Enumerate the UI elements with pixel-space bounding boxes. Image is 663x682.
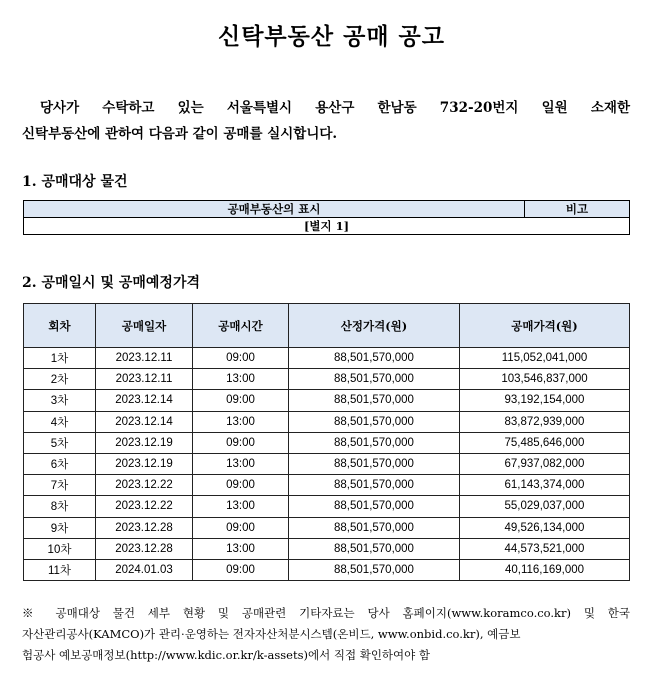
remarks-header: 비고 [525,201,630,218]
round-cell: 6차 [24,453,96,474]
auction-price-cell: 103,546,837,000 [460,369,630,390]
auction-price-cell: 44,573,521,000 [460,538,630,559]
appraised-price-cell: 88,501,570,000 [289,453,460,474]
round-cell: 3차 [24,390,96,411]
section-2-heading: 2. 공매일시 및 공매예정가격 [22,275,201,291]
time-cell: 09:00 [193,390,289,411]
auction-price-cell: 93,192,154,000 [460,390,630,411]
date-cell: 2023.12.28 [96,538,193,559]
appraised-price-header: 산정가격(원) [289,304,460,348]
time-header: 공매시간 [193,304,289,348]
property-table [23,200,630,235]
intro-line-2: 신탁부동산에 관하여 다음과 같이 공매를 실시합니다. [22,126,338,142]
appraised-price-cell: 88,501,570,000 [289,496,460,517]
date-cell: 2023.12.11 [96,369,193,390]
round-cell: 9차 [24,517,96,538]
table-row [24,369,630,390]
round-cell: 7차 [24,475,96,496]
auction-price-header: 공매가격(원) [460,304,630,348]
auction-price-cell: 40,116,169,000 [460,559,630,580]
date-cell: 2023.12.22 [96,475,193,496]
table-row [24,517,630,538]
footnote [22,603,630,666]
date-cell: 2023.12.19 [96,453,193,474]
round-header: 회차 [24,304,96,348]
time-cell: 13:00 [193,538,289,559]
appraised-price-cell: 88,501,570,000 [289,559,460,580]
property-description-header: 공매부동산의 표시 [24,201,525,218]
round-cell: 10차 [24,538,96,559]
time-cell: 13:00 [193,369,289,390]
appraised-price-cell: 88,501,570,000 [289,517,460,538]
schedule-header-row [24,304,630,348]
date-cell: 2023.12.22 [96,496,193,517]
table-row [24,432,630,453]
auction-price-cell: 67,937,082,000 [460,453,630,474]
round-cell: 8차 [24,496,96,517]
round-cell: 2차 [24,369,96,390]
appraised-price-cell: 88,501,570,000 [289,369,460,390]
table-row [24,411,630,432]
auction-price-cell: 61,143,374,000 [460,475,630,496]
table-row [24,496,630,517]
appraised-price-cell: 88,501,570,000 [289,348,460,369]
footnote-line-1: ※ 공매대상 물건 세부 현황 및 공매관련 기타자료는 당사 홈페이지(www.koramco.co.kr) 및 한국 [22,606,630,620]
appraised-price-cell: 88,501,570,000 [289,432,460,453]
appraised-price-cell: 88,501,570,000 [289,411,460,432]
auction-price-cell: 83,872,939,000 [460,411,630,432]
auction-price-cell: 75,485,646,000 [460,432,630,453]
round-cell: 5차 [24,432,96,453]
table-row [24,538,630,559]
footnote-line-2: 자산관리공사(KAMCO)가 관리·운영하는 전자자산처분시스템(온비드, www.onbid.co.kr), 예금보 [22,627,521,641]
date-cell: 2024.01.03 [96,559,193,580]
auction-price-cell: 49,526,134,000 [460,517,630,538]
date-cell: 2023.12.14 [96,390,193,411]
date-cell: 2023.12.11 [96,348,193,369]
intro-paragraph [22,95,630,147]
date-header: 공매일자 [96,304,193,348]
auction-price-cell: 115,052,041,000 [460,348,630,369]
appraised-price-cell: 88,501,570,000 [289,390,460,411]
intro-line-1: 당사가 수탁하고 있는 서울특별시 용산구 한남동 732-20번지 일원 소재한 [40,100,630,116]
property-table-row [24,218,630,235]
time-cell: 09:00 [193,517,289,538]
section-1-heading: 1. 공매대상 물건 [22,174,128,190]
time-cell: 09:00 [193,432,289,453]
time-cell: 09:00 [193,475,289,496]
table-row [24,453,630,474]
round-cell: 4차 [24,411,96,432]
date-cell: 2023.12.28 [96,517,193,538]
property-table-header-row [24,201,630,218]
time-cell: 13:00 [193,411,289,432]
property-description-value: [별지 1] [24,218,630,235]
page-title: 신탁부동산 공매 공고 [218,23,445,50]
time-cell: 09:00 [193,559,289,580]
table-row [24,348,630,369]
time-cell: 09:00 [193,348,289,369]
round-cell: 11차 [24,559,96,580]
date-cell: 2023.12.14 [96,411,193,432]
time-cell: 13:00 [193,496,289,517]
table-row [24,390,630,411]
round-cell: 1차 [24,348,96,369]
date-cell: 2023.12.19 [96,432,193,453]
time-cell: 13:00 [193,453,289,474]
table-row [24,475,630,496]
footnote-line-3: 험공사 예보공매정보(http://www.kdic.or.kr/k-assets)에서 직접 확인하여야 함 [22,648,431,662]
table-row [24,559,630,580]
appraised-price-cell: 88,501,570,000 [289,538,460,559]
appraised-price-cell: 88,501,570,000 [289,475,460,496]
auction-price-cell: 55,029,037,000 [460,496,630,517]
auction-schedule-table [23,303,630,581]
